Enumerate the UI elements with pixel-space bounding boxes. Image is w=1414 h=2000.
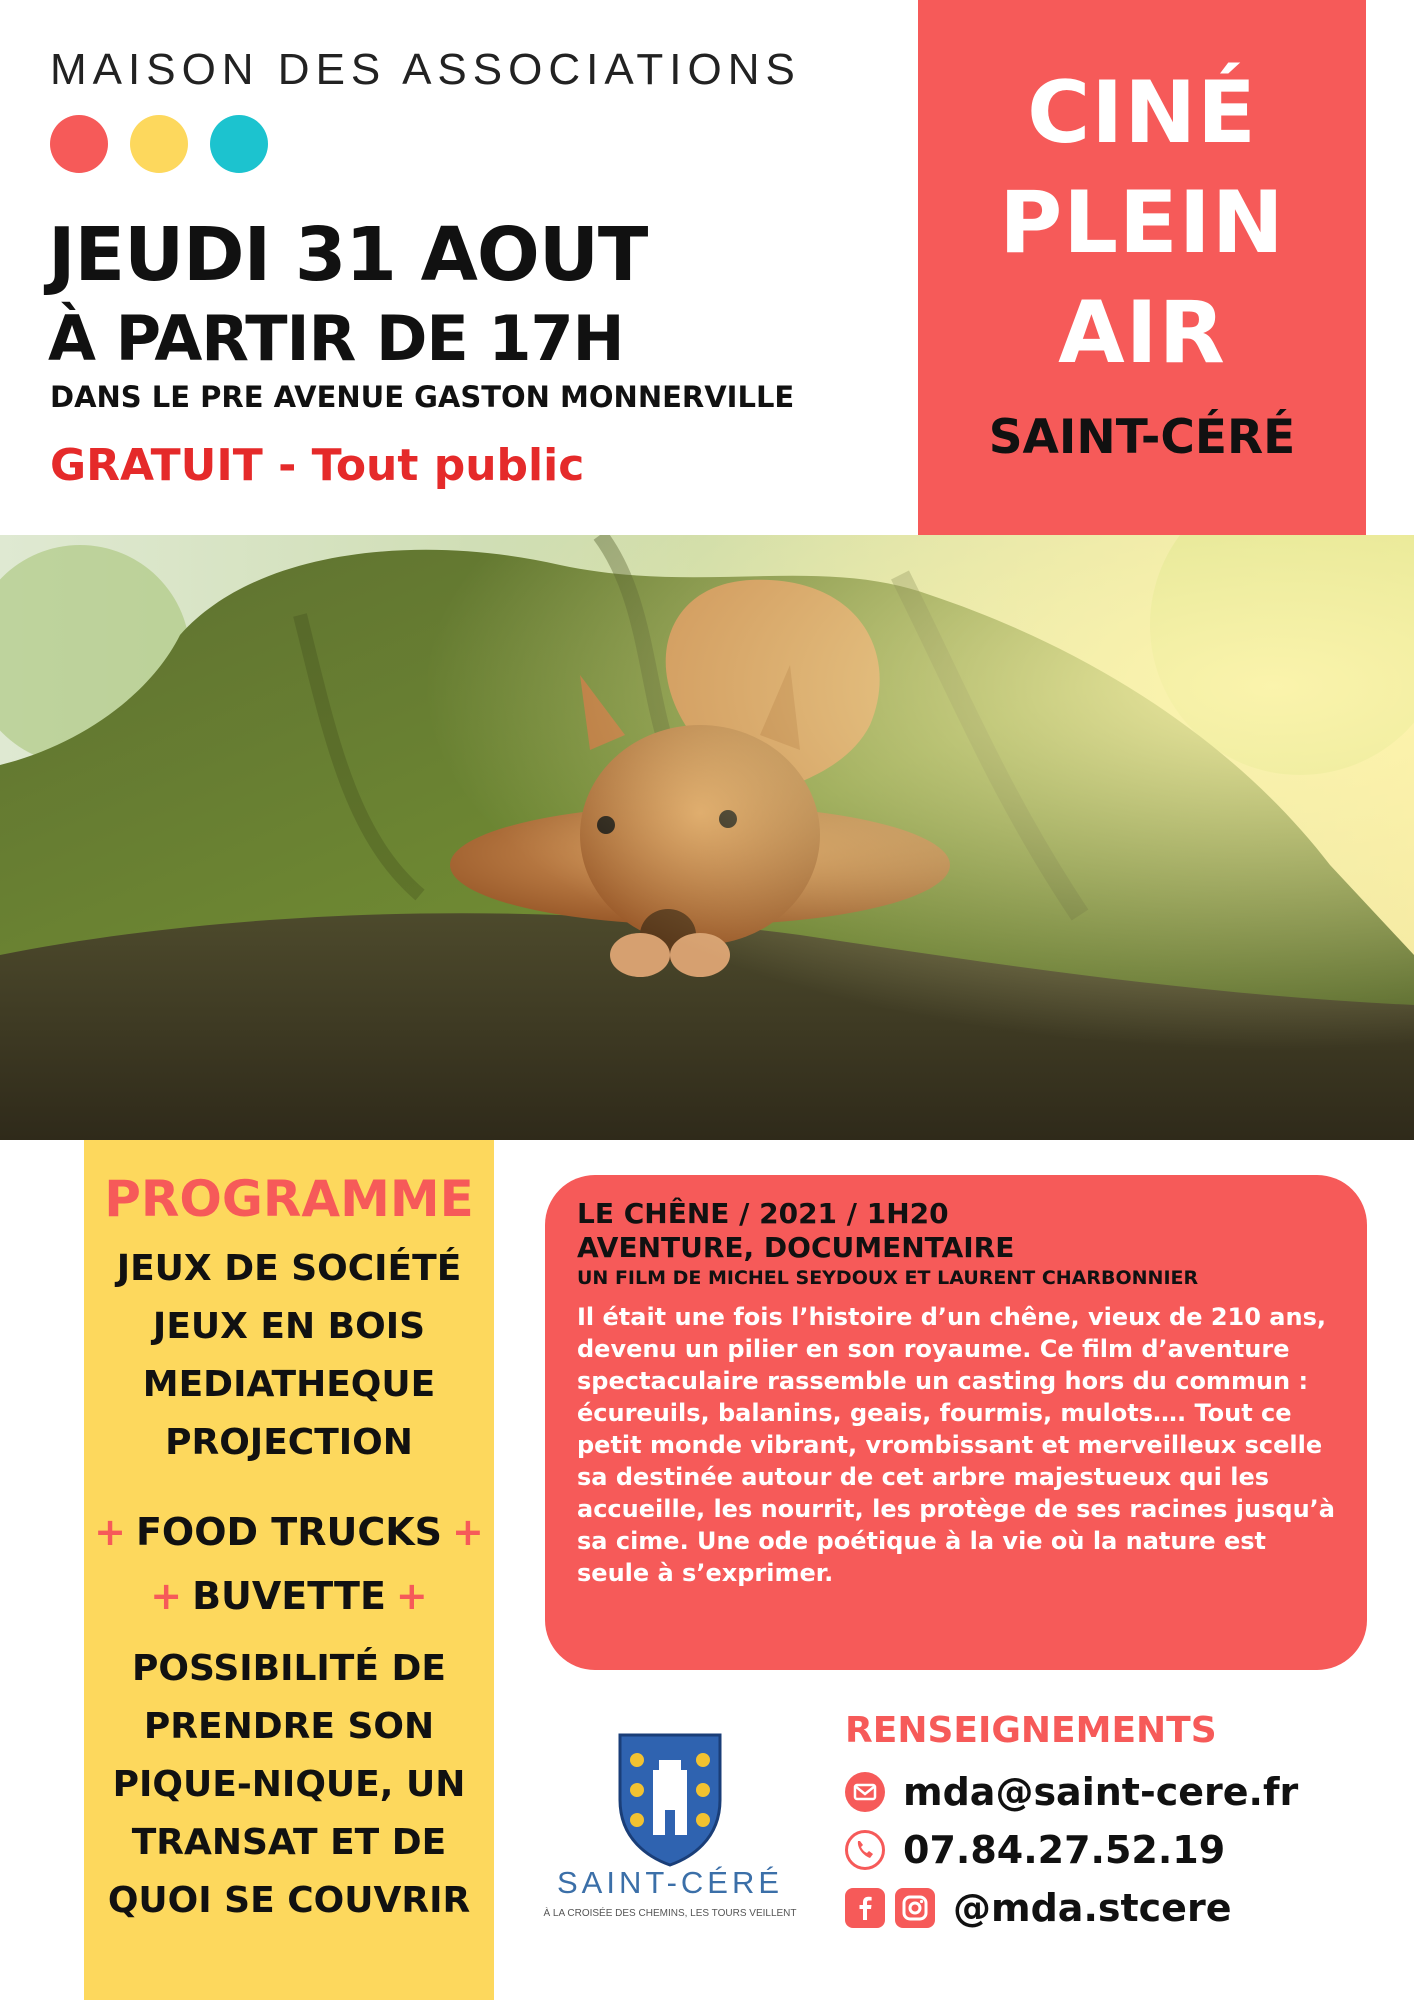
event-venue: DANS LE PRE AVENUE GASTON MONNERVILLE <box>50 380 795 414</box>
plus-sign: + <box>452 1510 484 1554</box>
phone-icon <box>845 1830 885 1870</box>
title-line-plein: PLEIN <box>999 173 1285 273</box>
contact-social-handle[interactable]: @mda.stcere <box>953 1886 1232 1930</box>
teal-dot <box>210 115 268 173</box>
title-box <box>918 0 1366 535</box>
title-line-cine: CINÉ <box>1027 63 1257 163</box>
mail-icon <box>845 1772 885 1812</box>
programme-extra-label: BUVETTE <box>192 1574 386 1618</box>
facebook-icon[interactable] <box>845 1888 885 1928</box>
programme-extra-buvette <box>84 1564 494 1628</box>
film-credits: UN FILM DE MICHEL SEYDOUX ET LAURENT CHARBONNIER <box>577 1267 1199 1289</box>
town-crest <box>540 1725 800 1985</box>
programme-box <box>84 1140 494 2000</box>
picnic-note-line: QUOI SE COUVRIR <box>107 1880 471 1921</box>
plus-sign: + <box>150 1574 183 1618</box>
contact-section <box>845 1710 1385 1937</box>
programme-title: PROGRAMME <box>104 1170 474 1228</box>
contact-phone[interactable]: 07.84.27.52.19 <box>903 1828 1226 1872</box>
picnic-note-line: TRANSAT ET DE <box>131 1822 447 1863</box>
film-info-box <box>545 1175 1367 1670</box>
event-date: JEUDI 31 AOUT <box>48 212 648 298</box>
programme-item: PROJECTION <box>165 1422 413 1463</box>
crest-town-name: SAINT-CÉRÉ <box>556 1865 784 1900</box>
picnic-note-line: POSSIBILITÉ DE <box>132 1648 446 1689</box>
event-price: GRATUIT - Tout public <box>50 440 585 491</box>
contact-email[interactable]: mda@saint-cere.fr <box>903 1770 1299 1814</box>
shield-icon <box>615 1730 725 1870</box>
programme-extra-label: FOOD TRUCKS <box>135 1510 443 1554</box>
picnic-note-line: PIQUE-NIQUE, UN <box>112 1764 466 1805</box>
film-title: LE CHÊNE / 2021 / 1H20 <box>577 1197 949 1230</box>
picnic-note-line: PRENDRE SON <box>143 1706 435 1747</box>
plus-sign: + <box>94 1510 126 1554</box>
decorative-dots <box>50 115 268 173</box>
title-city: SAINT-CÉRÉ <box>988 410 1296 465</box>
contact-phone-row <box>845 1821 1385 1879</box>
title-line-air: AIR <box>1058 283 1226 383</box>
programme-item: MEDIATHEQUE <box>142 1364 436 1405</box>
instagram-icon[interactable] <box>895 1888 935 1928</box>
yellow-dot <box>130 115 188 173</box>
film-genre: AVENTURE, DOCUMENTAIRE <box>577 1231 1015 1264</box>
contact-social-row <box>845 1879 1385 1937</box>
programme-item: JEUX DE SOCIÉTÉ <box>116 1248 462 1289</box>
organization-name: MAISON DES ASSOCIATIONS <box>50 45 801 94</box>
header <box>0 0 918 535</box>
film-description: Il était une fois l’histoire d’un chêne, vieux de 210 ans, devenu un pilier en son royaume. Ce film d’aventure spectaculaire rassemble un casting hors du commun : écureuils, balanins, geais, fourmis, mulots…. Tout ce petit monde vibrant, vrombissant et merveilleux scelle sa destinée autour de cet arbre majestueux qui les accueille, les nourrit, les protège de ses racines jusqu’à sa cime. Une ode poétique à la vie où la nature est seule à s’exprimer. <box>577 1303 1335 1587</box>
red-dot <box>50 115 108 173</box>
contact-email-row <box>845 1763 1385 1821</box>
squirrel-photo <box>0 535 1414 1140</box>
programme-item: JEUX EN BOIS <box>152 1306 426 1347</box>
contact-title: RENSEIGNEMENTS <box>845 1710 1217 1751</box>
event-time: À PARTIR DE 17H <box>48 302 624 375</box>
crest-motto: À LA CROISÉE DES CHEMINS, LES TOURS VEILLENT <box>543 1908 797 1919</box>
plus-sign: + <box>395 1574 428 1618</box>
programme-extra-food-trucks <box>84 1500 494 1564</box>
